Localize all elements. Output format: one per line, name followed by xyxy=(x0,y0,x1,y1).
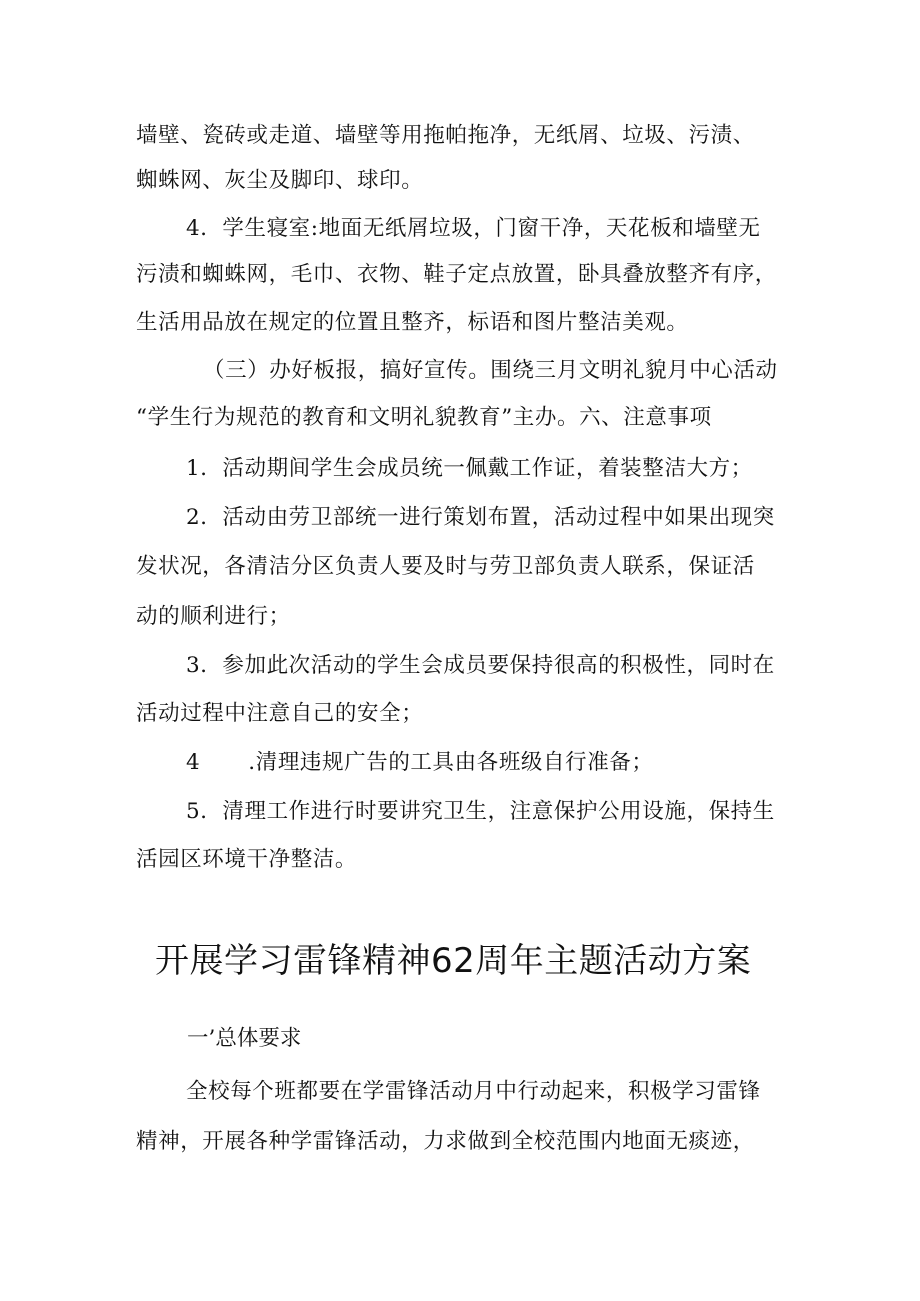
section-heading: 一’总体要求 xyxy=(187,1026,302,1051)
paragraph-line: 4．学生寝室:地面无纸屑垃圾，门窗干净，天花板和墙壁无 xyxy=(186,216,761,241)
paragraph-line: （三）办好板报，搞好宣传。围绕三月文明礼貌月中心活动 xyxy=(203,358,778,383)
paragraph-line: 墙壁、瓷砖或走道、墙壁等用拖帕拖净，无纸屑、垃圾、污渍、 xyxy=(136,123,755,148)
paragraph-line: 污渍和蜘蛛网，毛巾、衣物、鞋子定点放置，卧具叠放整齐有序， xyxy=(136,262,777,287)
paragraph-line: 2．活动由劳卫部统一进行策划布置，活动过程中如果出现突 xyxy=(186,505,775,530)
paragraph-line: 活园区环境干净整洁。 xyxy=(136,847,358,872)
paragraph-line: 蜘蛛网、灰尘及脚印、球印。 xyxy=(136,168,424,193)
paragraph-line-item-4 xyxy=(186,748,654,778)
document-title: 开展学习雷锋精神62周年主题活动方案 xyxy=(155,941,752,981)
paragraph-line: 生活用品放在规定的位置且整齐，标语和图片整洁美观。 xyxy=(136,310,689,335)
paragraph-line: 5．清理工作进行时要讲究卫生，注意保护公用设施，保持生 xyxy=(186,799,775,824)
paragraph-line: 3．参加此次活动的学生会成员要保持很高的积极性，同时在 xyxy=(186,653,775,678)
paragraph-line: “学生行为规范的教育和文明礼貌教育”主办。六、注意事项 xyxy=(136,405,712,430)
paragraph-line: 精神，开展各种学雷锋活动，力求做到全校范围内地面无痰迹， xyxy=(136,1129,755,1154)
paragraph-line: 活动过程中注意自己的安全； xyxy=(136,701,424,726)
paragraph-line: 发状况，各清洁分区负责人要及时与劳卫部负责人联系，保证活 xyxy=(136,554,755,579)
paragraph-line: 1．活动期间学生会成员统一佩戴工作证，着装整洁大方； xyxy=(186,456,753,481)
item-text: .清理违规广告的工具由各班级自行准备； xyxy=(248,750,654,775)
item-number: 4 xyxy=(186,750,201,775)
paragraph-line: 动的顺利进行； xyxy=(136,604,291,629)
paragraph-line: 全校每个班都要在学雷锋活动月中行动起来，积极学习雷锋 xyxy=(186,1079,761,1104)
